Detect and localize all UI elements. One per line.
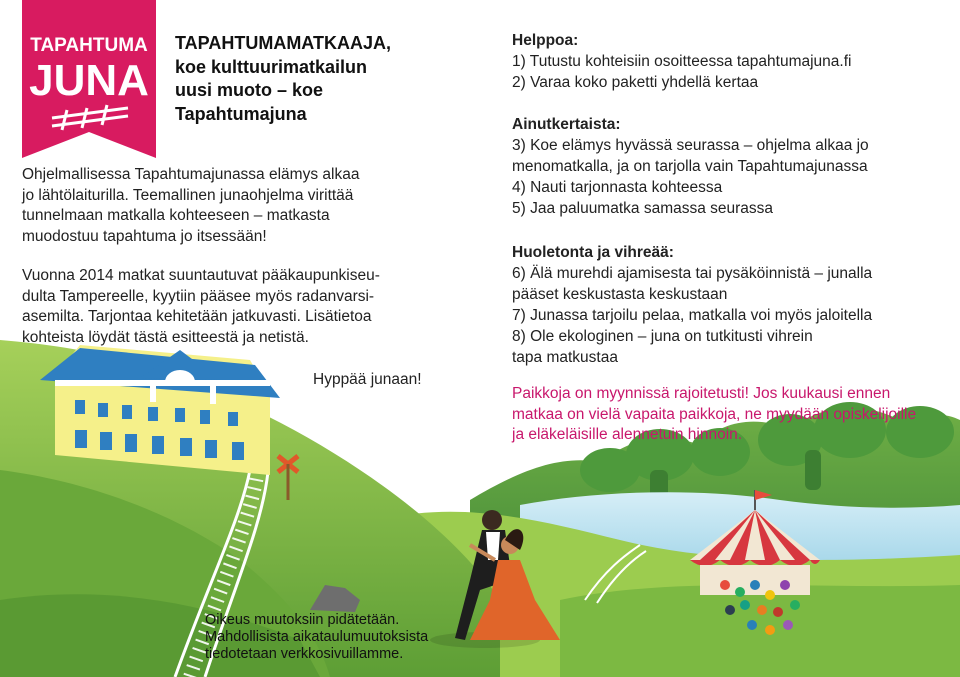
section-title: Huoletonta ja vihreää: — [512, 244, 674, 261]
section-title: Helppoa: — [512, 32, 579, 49]
text-line: matkaa on vielä vapaita paikkoja, ne myydään opiskelijoille — [512, 405, 917, 423]
text-line: asemilta. Tarjontaa kehitetään jatkuvasti. Lisätietoa — [22, 308, 372, 325]
text-line: 4) Nauti tarjonnasta kohteessa — [512, 179, 723, 196]
heading-line: uusi muoto – koe — [175, 80, 324, 100]
text-line: 3) Koe elämys hyvässä seurassa – ohjelma alkaa jo — [512, 137, 869, 154]
text-line: dulta Tampereelle, kyytiin pääsee myös radanvarsi- — [22, 287, 375, 305]
main-heading — [175, 32, 475, 126]
text-line: tunnelmaan matkalla kohteeseen – matkasta — [22, 207, 330, 224]
intro-paragraph-1 — [22, 165, 462, 247]
text-line: 7) Junassa tarjoilu pelaa, matkalla voi myös jaloitella — [512, 307, 873, 324]
text-line: kohteista löydät tästä esitteestä ja netistä. — [22, 328, 309, 346]
text-line: Paikkoja on myynnissä rajoitetusti! Jos kuukausi ennen — [512, 385, 891, 402]
limited-seats-note — [512, 384, 942, 446]
section-easy — [512, 30, 942, 93]
jump-on-board-text: Hyppää junaan! — [313, 371, 422, 388]
text-line: Vuonna 2014 matkat suuntautuvat pääkaupunkiseu- — [22, 267, 380, 284]
changes-disclaimer — [205, 612, 475, 663]
text-line: 2) Varaa koko paketti yhdellä kertaa — [512, 74, 759, 91]
text-line: tapa matkustaa — [512, 349, 618, 366]
text-line: ja eläkeläisille alennetuin hinnoin. — [512, 426, 743, 443]
text-line: Oikeus muutoksiin pidätetään. — [205, 612, 400, 628]
text-line: menomatkalla, ja on tarjolla vain Tapahtumajunassa — [512, 158, 868, 175]
near-meadow-right — [560, 585, 960, 677]
text-line: jo lähtölaiturilla. Teemallinen junaohjelma virittää — [22, 186, 354, 204]
section-title: Ainutkertaista: — [512, 116, 621, 133]
heading-line: Tapahtumajuna — [175, 103, 307, 124]
text-line: 8) Ole ekologinen – juna on tutkitusti vihrein — [512, 328, 813, 345]
heading-line: TAPAHTUMAMATKAAJA, — [175, 33, 391, 53]
text-line: 5) Jaa paluumatka samassa seurassa — [512, 200, 774, 217]
logo-word-2: JUNA — [29, 56, 149, 105]
tapahtumajuna-logo — [22, 0, 156, 158]
text-line: 6) Älä murehdi ajamisesta tai pysäköinnistä – junalla — [512, 265, 873, 282]
station-building — [40, 345, 280, 475]
intro-paragraph-2 — [22, 266, 462, 348]
heading-line: koe kulttuurimatkailun — [175, 56, 368, 77]
text-line: Mahdollisista aikataulumuutoksista — [205, 629, 429, 645]
text-line: muodostuu tapahtuma jo itsessään! — [22, 227, 267, 245]
text-line: pääset keskustasta keskustaan — [512, 286, 728, 303]
section-unique — [512, 114, 942, 219]
text-line: Ohjelmallisessa Tapahtumajunassa elämys alkaa — [22, 166, 360, 183]
section-green — [512, 242, 942, 368]
text-line: 1) Tutustu kohteisiin osoitteessa tapahtumajuna.fi — [512, 53, 852, 70]
text-line: tiedotetaan verkkosivuillamme. — [205, 646, 404, 662]
logo-word-1: TAPAHTUMA — [30, 35, 148, 56]
